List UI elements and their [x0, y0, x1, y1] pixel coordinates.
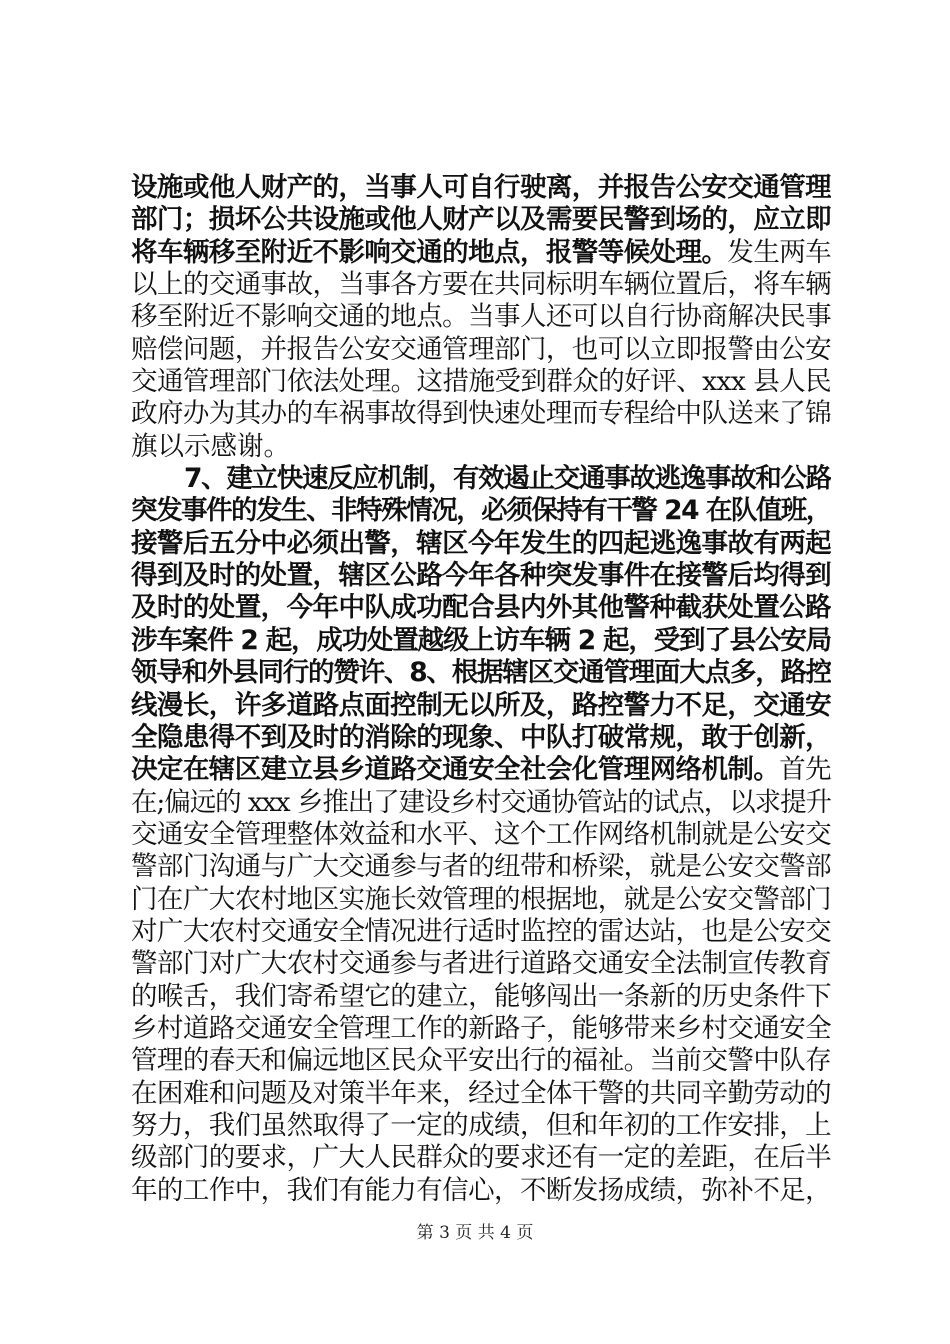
text-line	[131, 916, 831, 948]
text-run-regular: 发生两车	[727, 236, 831, 268]
text-run: 涉车案件 2 起，成功处置越级上访车辆 2 起，受到了县公安局	[131, 624, 831, 656]
text-line	[131, 1110, 831, 1142]
text-run: 在困难和问题及对策半年来，经过全体干警的共同辛勤劳动的	[131, 1077, 831, 1109]
text-run: 旗以示感谢。	[131, 430, 290, 462]
text-line	[131, 1078, 831, 1110]
text-run: 门在广大农村地区实施长效管理的根据地，就是公安交警部门	[131, 883, 831, 915]
body-text	[131, 172, 831, 1207]
text-line	[131, 269, 831, 301]
text-line	[131, 981, 831, 1013]
text-run: 及时的处置，今年中队成功配合县内外其他警种截获处置公路	[131, 592, 831, 624]
text-run: 管理的春天和偏远地区民众平安出行的福祉。当前交警中队存	[131, 1045, 831, 1077]
text-line	[131, 787, 831, 819]
text-line	[131, 690, 831, 722]
text-run: 努力，我们虽然取得了一定的成绩，但和年初的工作安排，上	[131, 1109, 831, 1141]
text-run: 年的工作中，我们有能力有信心，不断发扬成绩，弥补不足，	[131, 1174, 831, 1206]
text-line	[131, 172, 831, 204]
text-run-regular: 首先	[779, 754, 831, 786]
text-run-bold: 将车辆移至附近不影响交通的地点，报警等候处理。	[131, 236, 728, 268]
text-line	[131, 722, 831, 754]
text-line	[131, 1013, 831, 1045]
text-run: 接警后五分中必须出警，辖区今年发生的四起逃逸事故有两起	[131, 527, 831, 559]
text-run: 级部门的要求，广大人民群众的要求还有一定的差距，在后半	[131, 1142, 831, 1174]
text-run: 交通管理部门依法处理。这措施受到群众的好评、xxx 县人民	[131, 366, 831, 398]
text-run: 领导和外县同行的赞许、8、根据辖区交通管理面大点多，路控	[131, 657, 831, 689]
text-run: 政府办为其办的车祸事故得到快速处理而专程给中队送来了锦	[131, 398, 831, 430]
text-run: 的喉舌，我们寄希望它的建立，能够闯出一条新的历史条件下	[131, 980, 831, 1012]
text-run: 交通安全管理整体效益和水平、这个工作网络机制就是公安交	[131, 818, 831, 850]
text-line	[131, 819, 831, 851]
text-line	[131, 495, 831, 527]
text-line	[131, 592, 831, 624]
text-line	[131, 754, 831, 786]
text-run: 警部门对广大农村交通参与者进行道路交通安全法制宣传教育	[131, 948, 831, 980]
text-run: 部门；损坏公共设施或他人财产以及需要民警到场的，应立即	[131, 204, 831, 236]
text-run: 以上的交通事故，当事各方要在共同标明车辆位置后，将车辆	[131, 269, 831, 301]
text-run: 赔偿问题，并报告公安交通管理部门，也可以立即报警由公安	[131, 333, 831, 365]
text-line	[131, 528, 831, 560]
text-line	[131, 657, 831, 689]
text-run: 警部门沟通与广大交通参与者的纽带和桥梁，就是公安交警部	[131, 851, 831, 883]
text-run-bold: 决定在辖区建立县乡道路交通安全社会化管理网络机制。	[131, 754, 780, 786]
text-line	[131, 463, 831, 495]
text-run: 乡村道路交通安全管理工作的新路子，能够带来乡村交通安全	[131, 1012, 831, 1044]
text-run: 7、建立快速反应机制，有效遏止交通事故逃逸事故和公路	[184, 463, 831, 495]
text-line	[131, 625, 831, 657]
text-line	[131, 334, 831, 366]
text-line	[131, 560, 831, 592]
text-line	[131, 431, 831, 463]
text-run: 得到及时的处置，辖区公路今年各种突发事件在接警后均得到	[131, 560, 831, 592]
text-line	[131, 301, 831, 333]
text-line	[131, 948, 831, 980]
text-line	[131, 884, 831, 916]
text-run: 全隐患得不到及时的消除的现象、中队打破常规，敢于创新，	[131, 721, 831, 753]
text-line	[131, 366, 831, 398]
text-run: 在;偏远的 xxx 乡推出了建设乡村交通协管站的试点，以求提升	[131, 786, 831, 818]
text-run: 设施或他人财产的，当事人可自行驶离，并报告公安交通管理	[131, 172, 831, 203]
text-line	[131, 851, 831, 883]
text-run: 移至附近不影响交通的地点。当事人还可以自行协商解决民事	[131, 301, 831, 333]
text-run: 突发事件的发生、非特殊情况，必须保持有干警 24 在队值班，	[131, 495, 831, 527]
text-line	[131, 1142, 831, 1174]
text-line	[131, 204, 831, 236]
page-footer: 第 3 页 共 4 页	[416, 1223, 534, 1243]
text-line	[131, 398, 831, 430]
text-line	[131, 1045, 831, 1077]
text-run: 对广大农村交通安全情况进行适时监控的雷达站，也是公安交	[131, 915, 831, 947]
text-run: 线漫长，许多道路点面控制无以所及，路控警力不足，交通安	[131, 689, 831, 721]
text-line	[131, 237, 831, 269]
text-line	[131, 1175, 831, 1207]
